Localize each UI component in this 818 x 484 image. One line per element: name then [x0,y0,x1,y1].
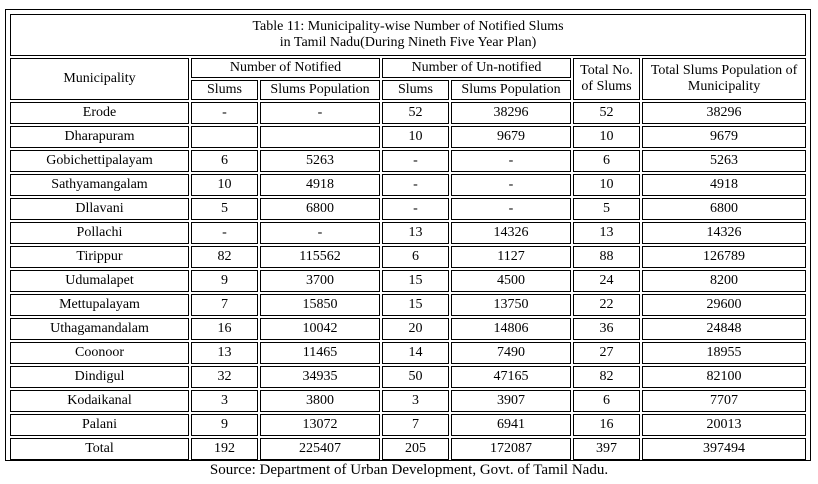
cell-notified-slums: 6 [191,150,258,172]
cell-total-slums: 22 [573,294,640,316]
table-row [10,342,806,364]
cell-notified-slums: 3 [191,390,258,412]
cell-unnotified-population: 14806 [451,318,571,340]
table-row [10,150,806,172]
cell-unnotified-slums: 14 [382,342,449,364]
table-row [10,366,806,388]
cell-unnotified-population: - [451,150,571,172]
cell-total-slums: 5 [573,198,640,220]
cell-total-slums: 10 [573,174,640,196]
cell-total-population: 126789 [642,246,806,268]
cell-unnotified-population: 38296 [451,102,571,124]
cell-municipality: Total [10,438,189,460]
cell-notified-slums: 82 [191,246,258,268]
cell-notified-population: 10042 [260,318,380,340]
cell-municipality: Dindigul [10,366,189,388]
header-notified-group: Number of Notified [191,58,380,78]
cell-notified-population: 34935 [260,366,380,388]
table-caption [10,14,806,56]
cell-municipality: Sathyamangalam [10,174,189,196]
cell-unnotified-population: 6941 [451,414,571,436]
table-row [10,294,806,316]
cell-total-slums: 10 [573,126,640,148]
table-row [10,198,806,220]
header-unnotified-group: Number of Un-notified [382,58,571,78]
table-row [10,174,806,196]
cell-total-population: 5263 [642,150,806,172]
cell-total-population: 4918 [642,174,806,196]
cell-total-slums: 52 [573,102,640,124]
table-row [10,222,806,244]
cell-unnotified-slums: 13 [382,222,449,244]
cell-unnotified-population: 47165 [451,366,571,388]
cell-municipality: Gobichettipalayam [10,150,189,172]
cell-unnotified-population: 9679 [451,126,571,148]
cell-total-population: 29600 [642,294,806,316]
cell-total-population: 397494 [642,438,806,460]
cell-unnotified-slums: 15 [382,294,449,316]
table-row [10,438,806,460]
cell-notified-population: - [260,222,380,244]
cell-unnotified-population: 13750 [451,294,571,316]
cell-municipality: Coonoor [10,342,189,364]
cell-notified-population [260,126,380,148]
caption-line-1: Table 11: Municipality-wise Number of Notified Slums [252,19,564,34]
cell-municipality: Udumalapet [10,270,189,292]
cell-notified-population: 3700 [260,270,380,292]
cell-municipality: Dllavani [10,198,189,220]
cell-unnotified-slums: 205 [382,438,449,460]
cell-unnotified-population: 4500 [451,270,571,292]
cell-notified-slums: 192 [191,438,258,460]
cell-notified-population: 11465 [260,342,380,364]
cell-total-population: 82100 [642,366,806,388]
table-frame [5,9,811,461]
cell-notified-population: - [260,102,380,124]
header-notified-population: Slums Population [260,80,380,100]
cell-notified-population: 4918 [260,174,380,196]
cell-unnotified-slums: 10 [382,126,449,148]
cell-unnotified-slums: - [382,150,449,172]
cell-notified-slums: - [191,222,258,244]
table-row [10,246,806,268]
cell-unnotified-slums: 7 [382,414,449,436]
header-notified-slums: Slums [191,80,258,100]
cell-unnotified-slums: - [382,198,449,220]
cell-total-slums: 24 [573,270,640,292]
table-row [10,318,806,340]
cell-unnotified-population: 1127 [451,246,571,268]
cell-notified-slums: 32 [191,366,258,388]
cell-unnotified-population: 7490 [451,342,571,364]
cell-notified-population: 3800 [260,390,380,412]
cell-municipality: Pollachi [10,222,189,244]
cell-notified-slums: 7 [191,294,258,316]
table-row [10,270,806,292]
cell-total-slums: 6 [573,150,640,172]
cell-notified-slums: 9 [191,414,258,436]
cell-notified-population: 115562 [260,246,380,268]
cell-unnotified-slums: 20 [382,318,449,340]
cell-municipality: Erode [10,102,189,124]
cell-total-slums: 13 [573,222,640,244]
cell-total-population: 7707 [642,390,806,412]
cell-notified-population: 13072 [260,414,380,436]
source-note: Source: Department of Urban Development, Govt. of Tamil Nadu. [209,462,609,478]
cell-unnotified-slums: - [382,174,449,196]
cell-total-population: 8200 [642,270,806,292]
header-unnotified-population: Slums Population [451,80,571,100]
table-row [10,102,806,124]
cell-total-population: 9679 [642,126,806,148]
cell-unnotified-population: 14326 [451,222,571,244]
header-total-population: Total Slums Population of Municipality [642,58,806,100]
slums-table [8,12,808,462]
cell-notified-slums: 9 [191,270,258,292]
cell-total-population: 20013 [642,414,806,436]
cell-unnotified-population: 172087 [451,438,571,460]
cell-notified-slums: - [191,102,258,124]
cell-notified-population: 225407 [260,438,380,460]
cell-notified-population: 6800 [260,198,380,220]
cell-municipality: Dharapuram [10,126,189,148]
cell-unnotified-slums: 6 [382,246,449,268]
cell-unnotified-population: - [451,174,571,196]
cell-unnotified-population: 3907 [451,390,571,412]
table-row [10,414,806,436]
cell-notified-slums: 16 [191,318,258,340]
cell-municipality: Tirippur [10,246,189,268]
cell-total-population: 6800 [642,198,806,220]
cell-unnotified-population: - [451,198,571,220]
cell-total-slums: 36 [573,318,640,340]
cell-notified-population: 15850 [260,294,380,316]
cell-municipality: Uthagamandalam [10,318,189,340]
header-unnotified-slums: Slums [382,80,449,100]
cell-notified-slums: 10 [191,174,258,196]
cell-total-slums: 6 [573,390,640,412]
cell-total-population: 38296 [642,102,806,124]
caption-line-2: in Tamil Nadu(During Nineth Five Year Plan) [279,35,537,50]
cell-total-slums: 16 [573,414,640,436]
cell-unnotified-slums: 50 [382,366,449,388]
table-row [10,126,806,148]
cell-notified-slums: 5 [191,198,258,220]
cell-total-population: 18955 [642,342,806,364]
cell-total-slums: 88 [573,246,640,268]
header-total-no: Total No. of Slums [573,58,640,100]
cell-total-slums: 27 [573,342,640,364]
cell-notified-population: 5263 [260,150,380,172]
table-row [10,390,806,412]
cell-notified-slums: 13 [191,342,258,364]
header-municipality: Municipality [10,58,189,100]
cell-total-slums: 397 [573,438,640,460]
cell-notified-slums [191,126,258,148]
cell-unnotified-slums: 52 [382,102,449,124]
cell-unnotified-slums: 3 [382,390,449,412]
cell-total-population: 24848 [642,318,806,340]
cell-total-slums: 82 [573,366,640,388]
cell-municipality: Kodaikanal [10,390,189,412]
cell-unnotified-slums: 15 [382,270,449,292]
cell-total-population: 14326 [642,222,806,244]
cell-municipality: Mettupalayam [10,294,189,316]
cell-municipality: Palani [10,414,189,436]
